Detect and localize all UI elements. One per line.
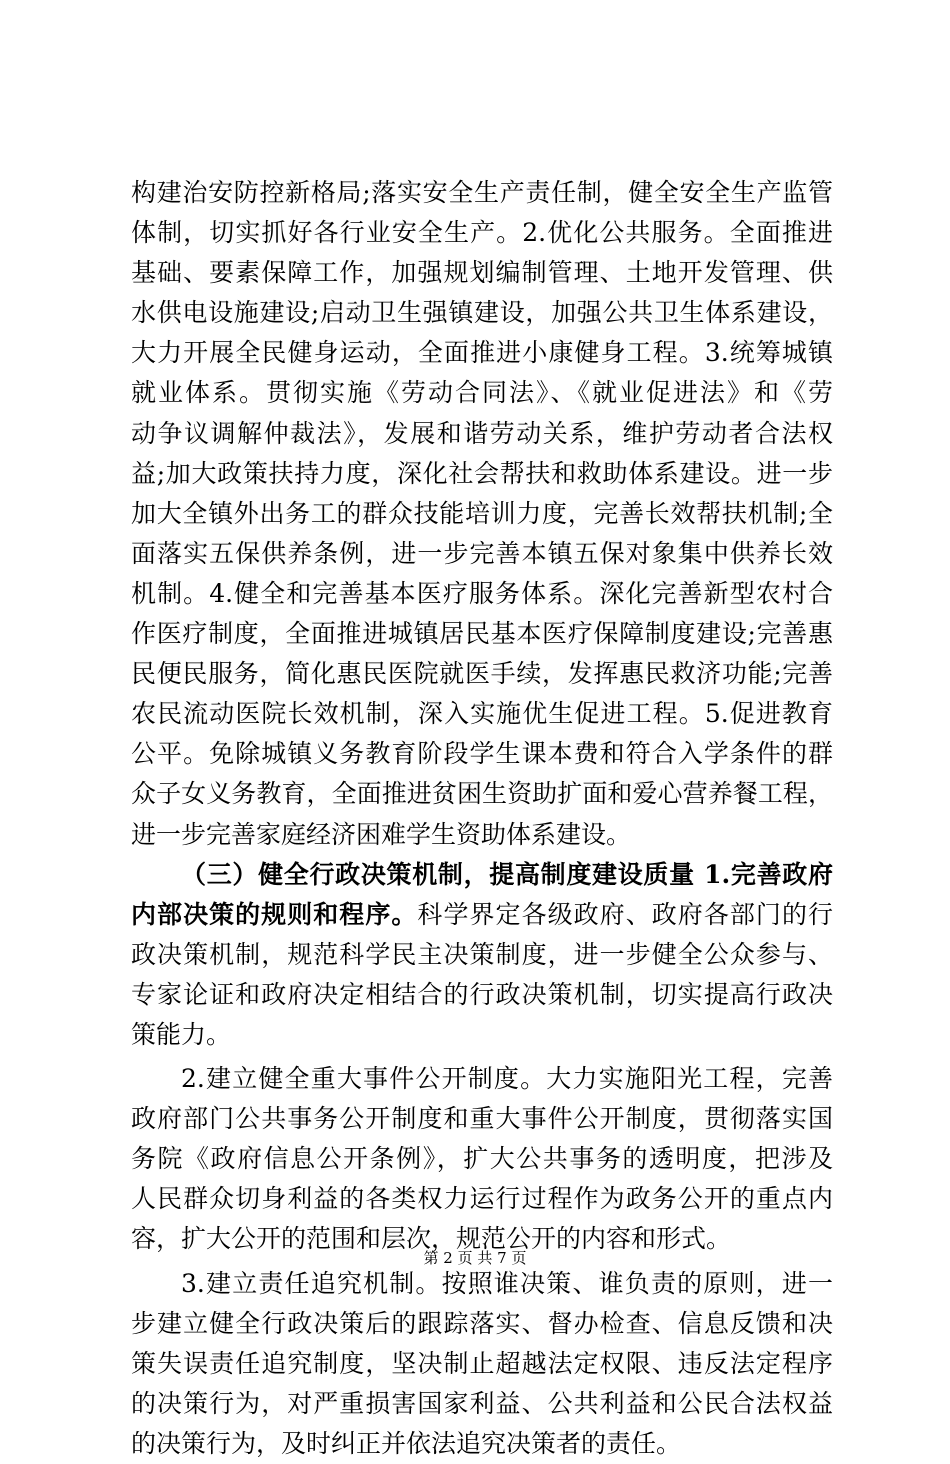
text-line: 务院《政府信息公开条例》，扩大公共事务的透明度，把涉及 (131, 1144, 833, 1174)
text-line: 人民群众切身利益的各类权力运行过程作为政务公开的重点内 (131, 1184, 833, 1214)
text-run: 科学界定各级政府、政府各部门的行 (417, 899, 833, 929)
text-line: 进一步完善家庭经济困难学生资助体系建设。 (131, 819, 632, 849)
text-line: 益;加大政策扶持力度，深化社会帮扶和救助体系建设。进一步 (131, 458, 833, 488)
text-line: 就业体系。贯彻实施《劳动合同法》、《就业促进法》和《劳 (131, 378, 833, 408)
text-line: 公平。免除城镇义务教育阶段学生课本费和符合入学条件的群 (131, 739, 833, 769)
paragraph-disclosure-system (131, 1059, 833, 1259)
text-line: 动争议调解仲裁法》，发展和谐劳动关系，维护劳动者合法权 (131, 418, 833, 448)
text-line: 民便民服务，简化惠民医院就医手续，发挥惠民救济功能;完善 (131, 659, 833, 689)
text-line: 策能力。 (131, 1019, 232, 1049)
text-line: 基础、要素保障工作，加强规划编制管理、土地开发管理、供 (131, 258, 833, 288)
paragraph-public-services (131, 173, 833, 855)
text-line: 众子女义务教育，全面推进贫困生资助扩面和爱心营养餐工程， (131, 779, 833, 809)
text-line: 体制，切实抓好各行业安全生产。2.优化公共服务。全面推进 (131, 218, 833, 248)
text-line: 农民流动医院长效机制，深入实施优生促进工程。5.促进教育 (131, 699, 833, 729)
text-line: 3.建立责任追究机制。按照谁决策、谁负责的原则，进一 (181, 1268, 833, 1298)
text-line: 容，扩大公开的范围和层次，规范公开的内容和形式。 (131, 1224, 732, 1254)
paragraph-accountability (131, 1264, 833, 1464)
page-number-footer: 第 2 页 共 7 页 (423, 1249, 527, 1267)
text-line: 作医疗制度，全面推进城镇居民基本医疗保障制度建设;完善惠 (131, 619, 833, 649)
subheading-bold: 内部决策的规则和程序。 (131, 899, 418, 929)
text-line: 机制。4.健全和完善基本医疗服务体系。深化完善新型农村合 (131, 578, 833, 608)
text-line: 政府部门公共事务公开制度和重大事件公开制度，贯彻落实国 (131, 1104, 833, 1134)
section-heading: （三）健全行政决策机制，提高制度建设质量 1.完善政府 (181, 859, 833, 889)
text-line: 构建治安防控新格局;落实安全生产责任制，健全安全生产监管 (131, 178, 833, 207)
text-line: 大力开展全民健身运动，全面推进小康健身工程。3.统筹城镇 (131, 338, 833, 368)
text-line: 专家论证和政府决定相结合的行政决策机制，切实提高行政决 (131, 979, 833, 1009)
text-line: 加大全镇外出务工的群众技能培训力度，完善长效帮扶机制;全 (131, 498, 833, 528)
text-line: 水供电设施建设;启动卫生强镇建设，加强公共卫生体系建设， (131, 298, 833, 328)
text-line: 策失误责任追究制度，坚决制止超越法定权限、违反法定程序 (131, 1348, 833, 1378)
text-line: 的决策行为，及时纠正并依法追究决策者的责任。 (131, 1428, 682, 1458)
text-line: 面落实五保供养条例，进一步完善本镇五保对象集中供养长效 (131, 538, 833, 568)
text-line (131, 895, 833, 935)
text-line: 的决策行为，对严重损害国家利益、公共利益和公民合法权益 (131, 1388, 833, 1418)
text-line: 政决策机制，规范科学民主决策制度，进一步健全公众参与、 (131, 939, 833, 969)
text-line: 2.建立健全重大事件公开制度。大力实施阳光工程，完善 (181, 1064, 833, 1094)
document-body (131, 173, 833, 1464)
section-heading-administrative-decision (131, 855, 833, 1055)
text-line: 步建立健全行政决策后的跟踪落实、督办检查、信息反馈和决 (131, 1308, 833, 1338)
